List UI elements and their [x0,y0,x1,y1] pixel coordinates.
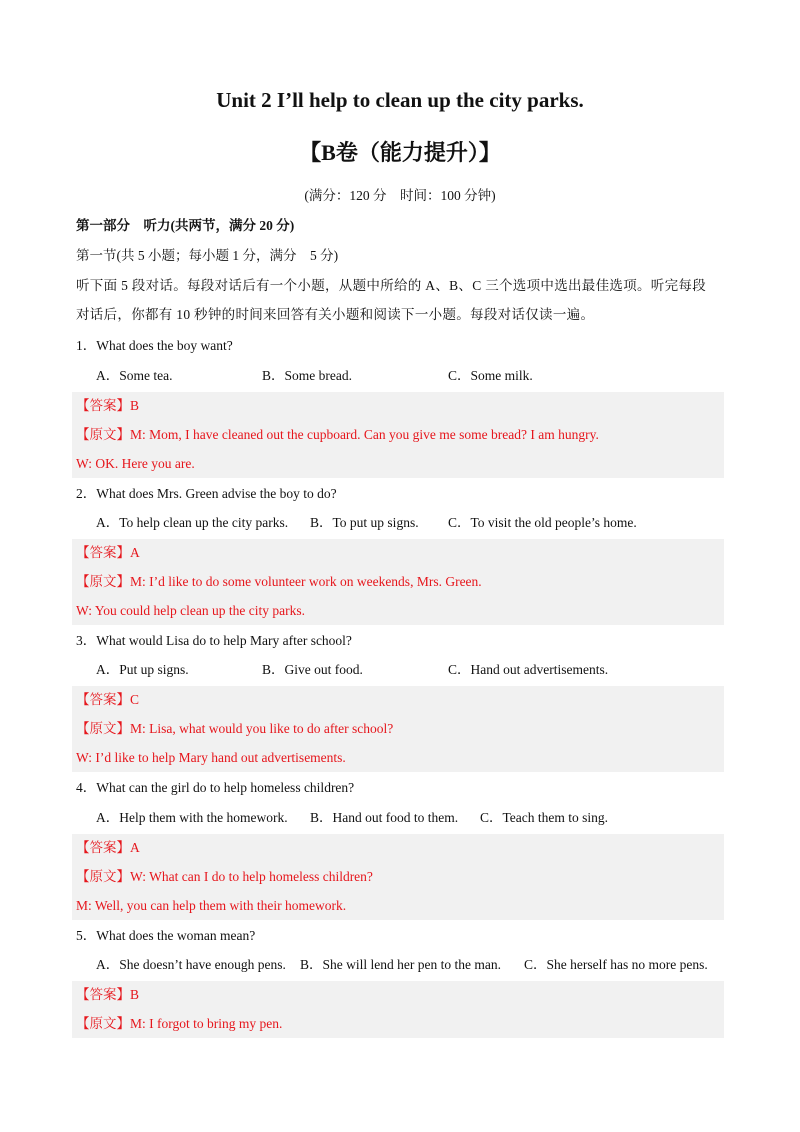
transcript-text: M: I forgot to bring my pen. [130,1016,283,1031]
option-b: B．To put up signs. [310,515,419,530]
question-options [96,660,736,680]
answer-line [76,543,140,563]
option-a: A．Help them with the homework. [96,810,288,825]
transcript-line [76,867,373,887]
transcript-label: 【原文】 [76,869,130,884]
answer-label: 【答案】 [76,545,130,560]
subsection-heading: 第一节(共 5 小题；每小题 1 分，满分 5 分) [76,248,339,263]
answer-line [76,838,140,858]
transcript-text: W: OK. Here you are. [76,456,195,471]
question-options [96,955,736,975]
transcript-line [76,1014,282,1034]
page-title: Unit 2 I’ll help to clean up the city parks. [216,88,584,112]
answer-label: 【答案】 [76,692,130,707]
score-time-info: (满分：120 分 时间：100 分钟) [304,188,496,203]
transcript-line [76,572,482,592]
question-options [96,808,736,828]
answer-line [76,396,139,416]
option-c: C．Teach them to sing. [480,810,609,825]
question-stem: 1．What does the boy want? [76,338,233,353]
option-b: B．Hand out food to them. [310,810,459,825]
answer-block [72,686,724,772]
option-b: B．Give out food. [262,662,363,677]
question-stem: 3．What would Lisa do to help Mary after school? [76,633,352,648]
option-b: B．Some bread. [262,368,352,383]
answer-value: C [130,692,140,707]
paper-subtitle: 【B卷（能力提升）】 [299,140,501,165]
transcript-line [76,425,599,445]
transcript-label: 【原文】 [76,721,130,736]
option-a: A．She doesn’t have enough pens. [96,957,286,972]
transcript-text: W: I’d like to help Mary hand out advertisements. [76,750,346,765]
answer-block [72,834,724,920]
question-stem: 5．What does the woman mean? [76,928,256,943]
transcript-text: M: Well, you can help them with their homework. [76,898,347,913]
transcript-text: M: Lisa, what would you like to do after school? [130,721,394,736]
transcript-text: M: Mom, I have cleaned out the cupboard. Can you give me some bread? I am hungry. [130,427,599,442]
answer-line [76,985,139,1005]
transcript-text: W: You could help clean up the city parks. [76,603,305,618]
answer-line [76,690,139,710]
option-a: A．To help clean up the city parks. [96,515,289,530]
answer-value: B [130,398,140,413]
answer-value: A [130,545,140,560]
instructions-line-1: 听下面 5 段对话。每段对话后有一个小题，从题中所给的 A、B、C 三个选项中选出最佳选项。听完每段 [76,278,707,293]
transcript-text: M: I’d like to do some volunteer work on weekends, Mrs. Green. [130,574,482,589]
transcript-text: W: What can I do to help homeless children? [130,869,373,884]
answer-label: 【答案】 [76,398,130,413]
option-c: C．Some milk. [448,368,533,383]
transcript-label: 【原文】 [76,574,130,589]
question-stem: 2．What does Mrs. Green advise the boy to do? [76,486,337,501]
transcript-label: 【原文】 [76,427,130,442]
option-a: A．Put up signs. [96,662,189,677]
answer-value: A [130,840,140,855]
answer-value: B [130,987,140,1002]
question-options [96,513,736,533]
option-c: C．She herself has no more pens. [524,957,708,972]
option-a: A．Some tea. [96,368,173,383]
answer-label: 【答案】 [76,840,130,855]
transcript-line [76,719,393,739]
question-options [96,366,736,386]
option-c: C．Hand out advertisements. [448,662,609,677]
answer-block [72,392,724,478]
section-heading: 第一部分 听力(共两节，满分 20 分) [76,218,295,233]
transcript-label: 【原文】 [76,1016,130,1031]
question-stem: 4．What can the girl do to help homeless children? [76,780,355,795]
answer-block [72,539,724,625]
instructions-line-2: 对话后，你都有 10 秒钟的时间来回答有关小题和阅读下一小题。每段对话仅读一遍。 [76,307,595,322]
option-b: B．She will lend her pen to the man. [300,957,501,972]
option-c: C．To visit the old people’s home. [448,515,637,530]
answer-label: 【答案】 [76,987,130,1002]
answer-block [72,981,724,1038]
